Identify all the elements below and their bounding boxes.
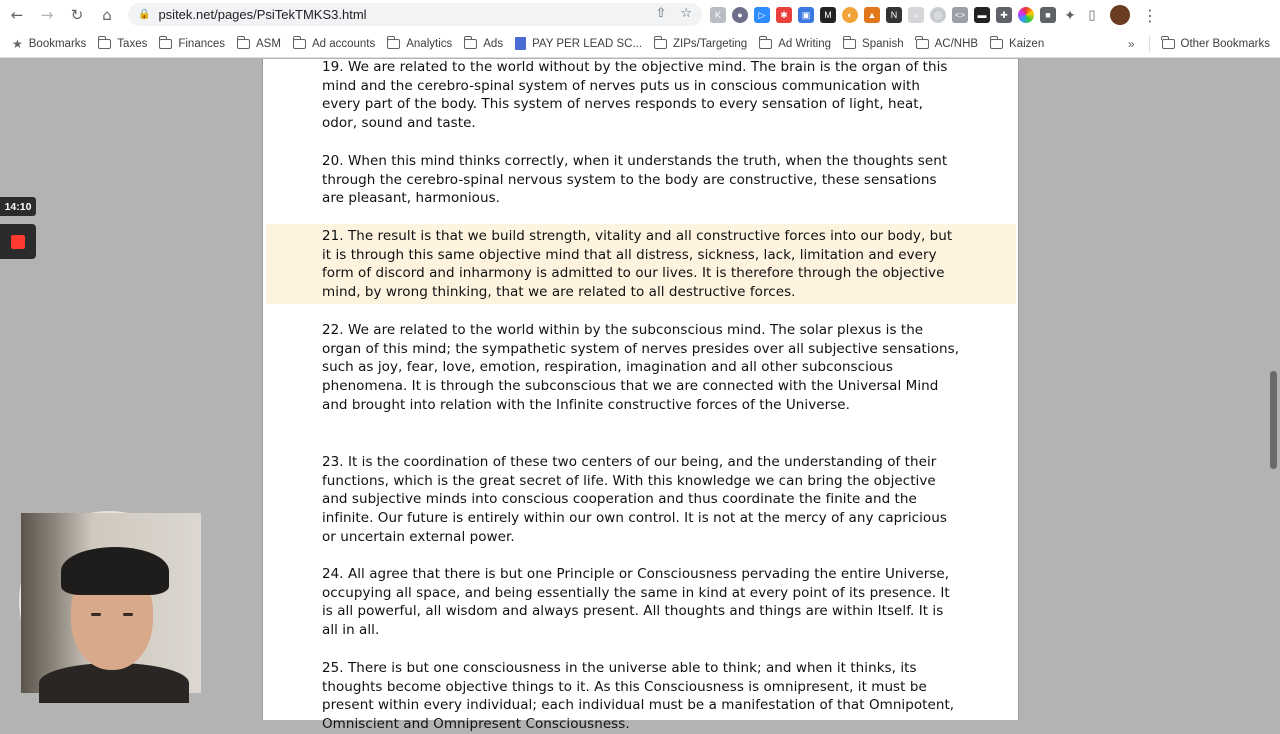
color-picker-extension-icon[interactable]: ✱ <box>776 7 792 23</box>
bookmark-folder[interactable] <box>984 33 1050 55</box>
folder-icon <box>159 39 172 49</box>
web-page-content <box>262 59 1019 733</box>
bookmark-label: Analytics <box>406 37 453 50</box>
extensions-puzzle-icon[interactable]: ✦ <box>1064 6 1076 23</box>
home-button[interactable] <box>94 2 120 28</box>
arrow-left-icon: ← <box>10 6 24 24</box>
video-extension-icon[interactable]: ▬ <box>974 7 990 23</box>
paragraph-25: 25. There is but one consciousness in the universe able to think; and when it thinks, its thoughts become objective things to it. As this Consciousness is omnipresent, it must be present within every individual; each individual must be a manifestation of that Omnipotent, Omniscient and Omnipresent Consciousness. <box>322 660 955 733</box>
bookmark-folder[interactable] <box>153 33 231 55</box>
document-icon <box>515 37 526 50</box>
url-text: psitek.net/pages/PsiTekTMKS3.html <box>158 7 367 22</box>
bookmarks-overflow-button[interactable]: » <box>1127 36 1135 51</box>
bookmark-label: PAY PER LEAD SC... <box>532 37 643 50</box>
search-extension-icon[interactable]: ⌕ <box>908 7 924 23</box>
lock-icon: 🔒 <box>138 9 151 20</box>
bookmark-folder[interactable] <box>287 33 381 55</box>
extensions-bar <box>710 4 1158 26</box>
paragraph-21: 21. The result is that we build strength, vitality and all constructive forces into our body, but it is through this same objective mind that all distress, sickness, lack, limitation and every form of discord and inharmony is admitted to our lives. It is therefore through the objective mind, by wrong thinking, that we are related to all destructive forces. <box>322 228 953 301</box>
folder-icon <box>1162 39 1175 49</box>
bookmark-label: Other Bookmarks <box>1180 37 1270 50</box>
webcam-person-eye <box>91 613 101 616</box>
paragraph-20: 20. When this mind thinks correctly, when it understands the truth, when the thoughts sent through the cerebro-spinal nervous system to the body are constructive, these sensations are pleasant, harmonious. <box>322 153 948 207</box>
folder-icon <box>759 39 772 49</box>
browser-toolbar <box>0 0 1280 30</box>
webcam-bubble[interactable] <box>19 511 199 691</box>
folder-icon <box>916 39 929 49</box>
puzzle-tool-extension-icon[interactable]: ✚ <box>996 7 1012 23</box>
bookmark-folder[interactable] <box>381 33 458 55</box>
folder-icon <box>387 39 400 49</box>
paragraph-19: 19. We are related to the world without by the objective mind. The brain is the organ of this mind and the cerebro-spinal system of nerves puts us in conscious communication with every part of the body. This system of nerves responds to every sensation of light, heat, odor, sound and taste. <box>322 59 948 132</box>
arrow-right-icon: → <box>40 6 54 24</box>
bookmark-label: Ad accounts <box>311 37 376 50</box>
folder-icon <box>990 39 1003 49</box>
dark-reader-extension-icon[interactable]: ◎ <box>930 7 946 23</box>
recording-timer: 14:10 <box>0 197 36 216</box>
zoom-extension-icon[interactable]: ▷ <box>754 7 770 23</box>
menu-dots-icon[interactable]: ⋮ <box>1142 5 1158 25</box>
bookmark-label: Ads <box>483 37 504 50</box>
notion-extension-icon[interactable]: N <box>886 7 902 23</box>
reload-icon: ↻ <box>70 6 84 24</box>
bookmark-label: ASM <box>256 37 281 50</box>
forward-button[interactable] <box>34 2 60 28</box>
folder-icon <box>293 39 306 49</box>
bookmark-label: Kaizen <box>1009 37 1045 50</box>
bookmark-folder[interactable] <box>231 33 287 55</box>
bookmark-manager-extension-icon[interactable]: ▣ <box>798 7 814 23</box>
bookmark-folder[interactable] <box>92 33 153 55</box>
colorzilla-extension-icon[interactable] <box>1018 7 1034 23</box>
address-bar[interactable] <box>128 3 702 26</box>
bookmarks-button[interactable] <box>6 33 92 55</box>
stop-icon <box>11 235 25 249</box>
bookmark-star-icon[interactable]: ☆ <box>680 6 692 21</box>
bookmark-label: Finances <box>178 37 226 50</box>
bookmark-label: Taxes <box>117 37 148 50</box>
bookmark-folder[interactable] <box>648 33 753 55</box>
pocket-extension-icon[interactable]: ● <box>732 7 748 23</box>
folder-icon <box>98 39 111 49</box>
star-icon: ★ <box>12 36 23 51</box>
reload-button[interactable] <box>64 2 90 28</box>
bookmark-label: Ad Writing <box>778 37 832 50</box>
profile-avatar[interactable] <box>1110 5 1130 25</box>
folder-icon <box>464 39 477 49</box>
screen-extension-icon[interactable]: ■ <box>1040 7 1056 23</box>
grammarly-extension-icon[interactable]: K <box>710 7 726 23</box>
scrollbar-thumb[interactable] <box>1270 371 1277 469</box>
back-button[interactable] <box>4 2 30 28</box>
bookmark-folder[interactable] <box>837 33 910 55</box>
metamask-extension-icon[interactable]: ▲ <box>864 7 880 23</box>
home-icon: ⌂ <box>102 6 112 24</box>
bookmark-folder[interactable] <box>753 33 837 55</box>
bookmarks-label: Bookmarks <box>28 37 87 50</box>
bookmark-label: Spanish <box>862 37 904 50</box>
sidebar-icon[interactable]: ▯ <box>1088 7 1096 22</box>
stop-recording-button[interactable] <box>0 224 36 259</box>
bookmark-label: AC/NHB <box>934 37 979 50</box>
bookmark-folder[interactable] <box>458 33 509 55</box>
code-extension-icon[interactable]: <> <box>952 7 968 23</box>
other-bookmarks-folder[interactable] <box>1156 33 1276 55</box>
paragraph-24: 24. All agree that there is but one Principle or Consciousness pervading the entire Universe, occupying all space, and being essentially the same in kind at every point of its presence. It is all powerful, all wisdom and always present. All thoughts and things are within Itself. It is all in all. <box>322 566 950 639</box>
gmail-extension-icon[interactable]: M <box>820 7 836 23</box>
webcam-person-cap <box>61 547 169 595</box>
bookmark-link[interactable] <box>509 33 648 55</box>
paragraph-23: 23. It is the coordination of these two centers of our being, and the understanding of their functions, which is the great secret of life. With this knowledge we can bring the objective and subjective minds into conscious cooperation and thus coordinate the finite and the infinite. Our future is entirely within our own control. It is not at the mercy of any capricious or uncertain external power. <box>322 454 947 545</box>
webcam-person-eye <box>123 613 133 616</box>
folder-icon <box>237 39 250 49</box>
folder-icon <box>843 39 856 49</box>
bookmarks-bar <box>0 30 1280 58</box>
page-scrollbar[interactable] <box>1268 59 1280 720</box>
folder-icon <box>654 39 667 49</box>
wallet-extension-icon[interactable]: ◐ <box>842 7 858 23</box>
paragraph-22: 22. We are related to the world within by the subconscious mind. The solar plexus is the organ of this mind; the sympathetic system of nerves presides over all subjective sensations, such as joy, fear, love, emotion, respiration, imagination and all other subconscious phenomena. It is through the subconscious that we are connected with the Universal Mind and brought into relation with the Infinite constructive forces of the Universe. <box>322 322 960 413</box>
share-icon[interactable]: ⇧ <box>655 6 667 21</box>
bookmark-label: ZIPs/Targeting <box>673 37 748 50</box>
bookmarks-divider <box>1149 36 1150 52</box>
bookmark-folder[interactable] <box>910 33 984 55</box>
